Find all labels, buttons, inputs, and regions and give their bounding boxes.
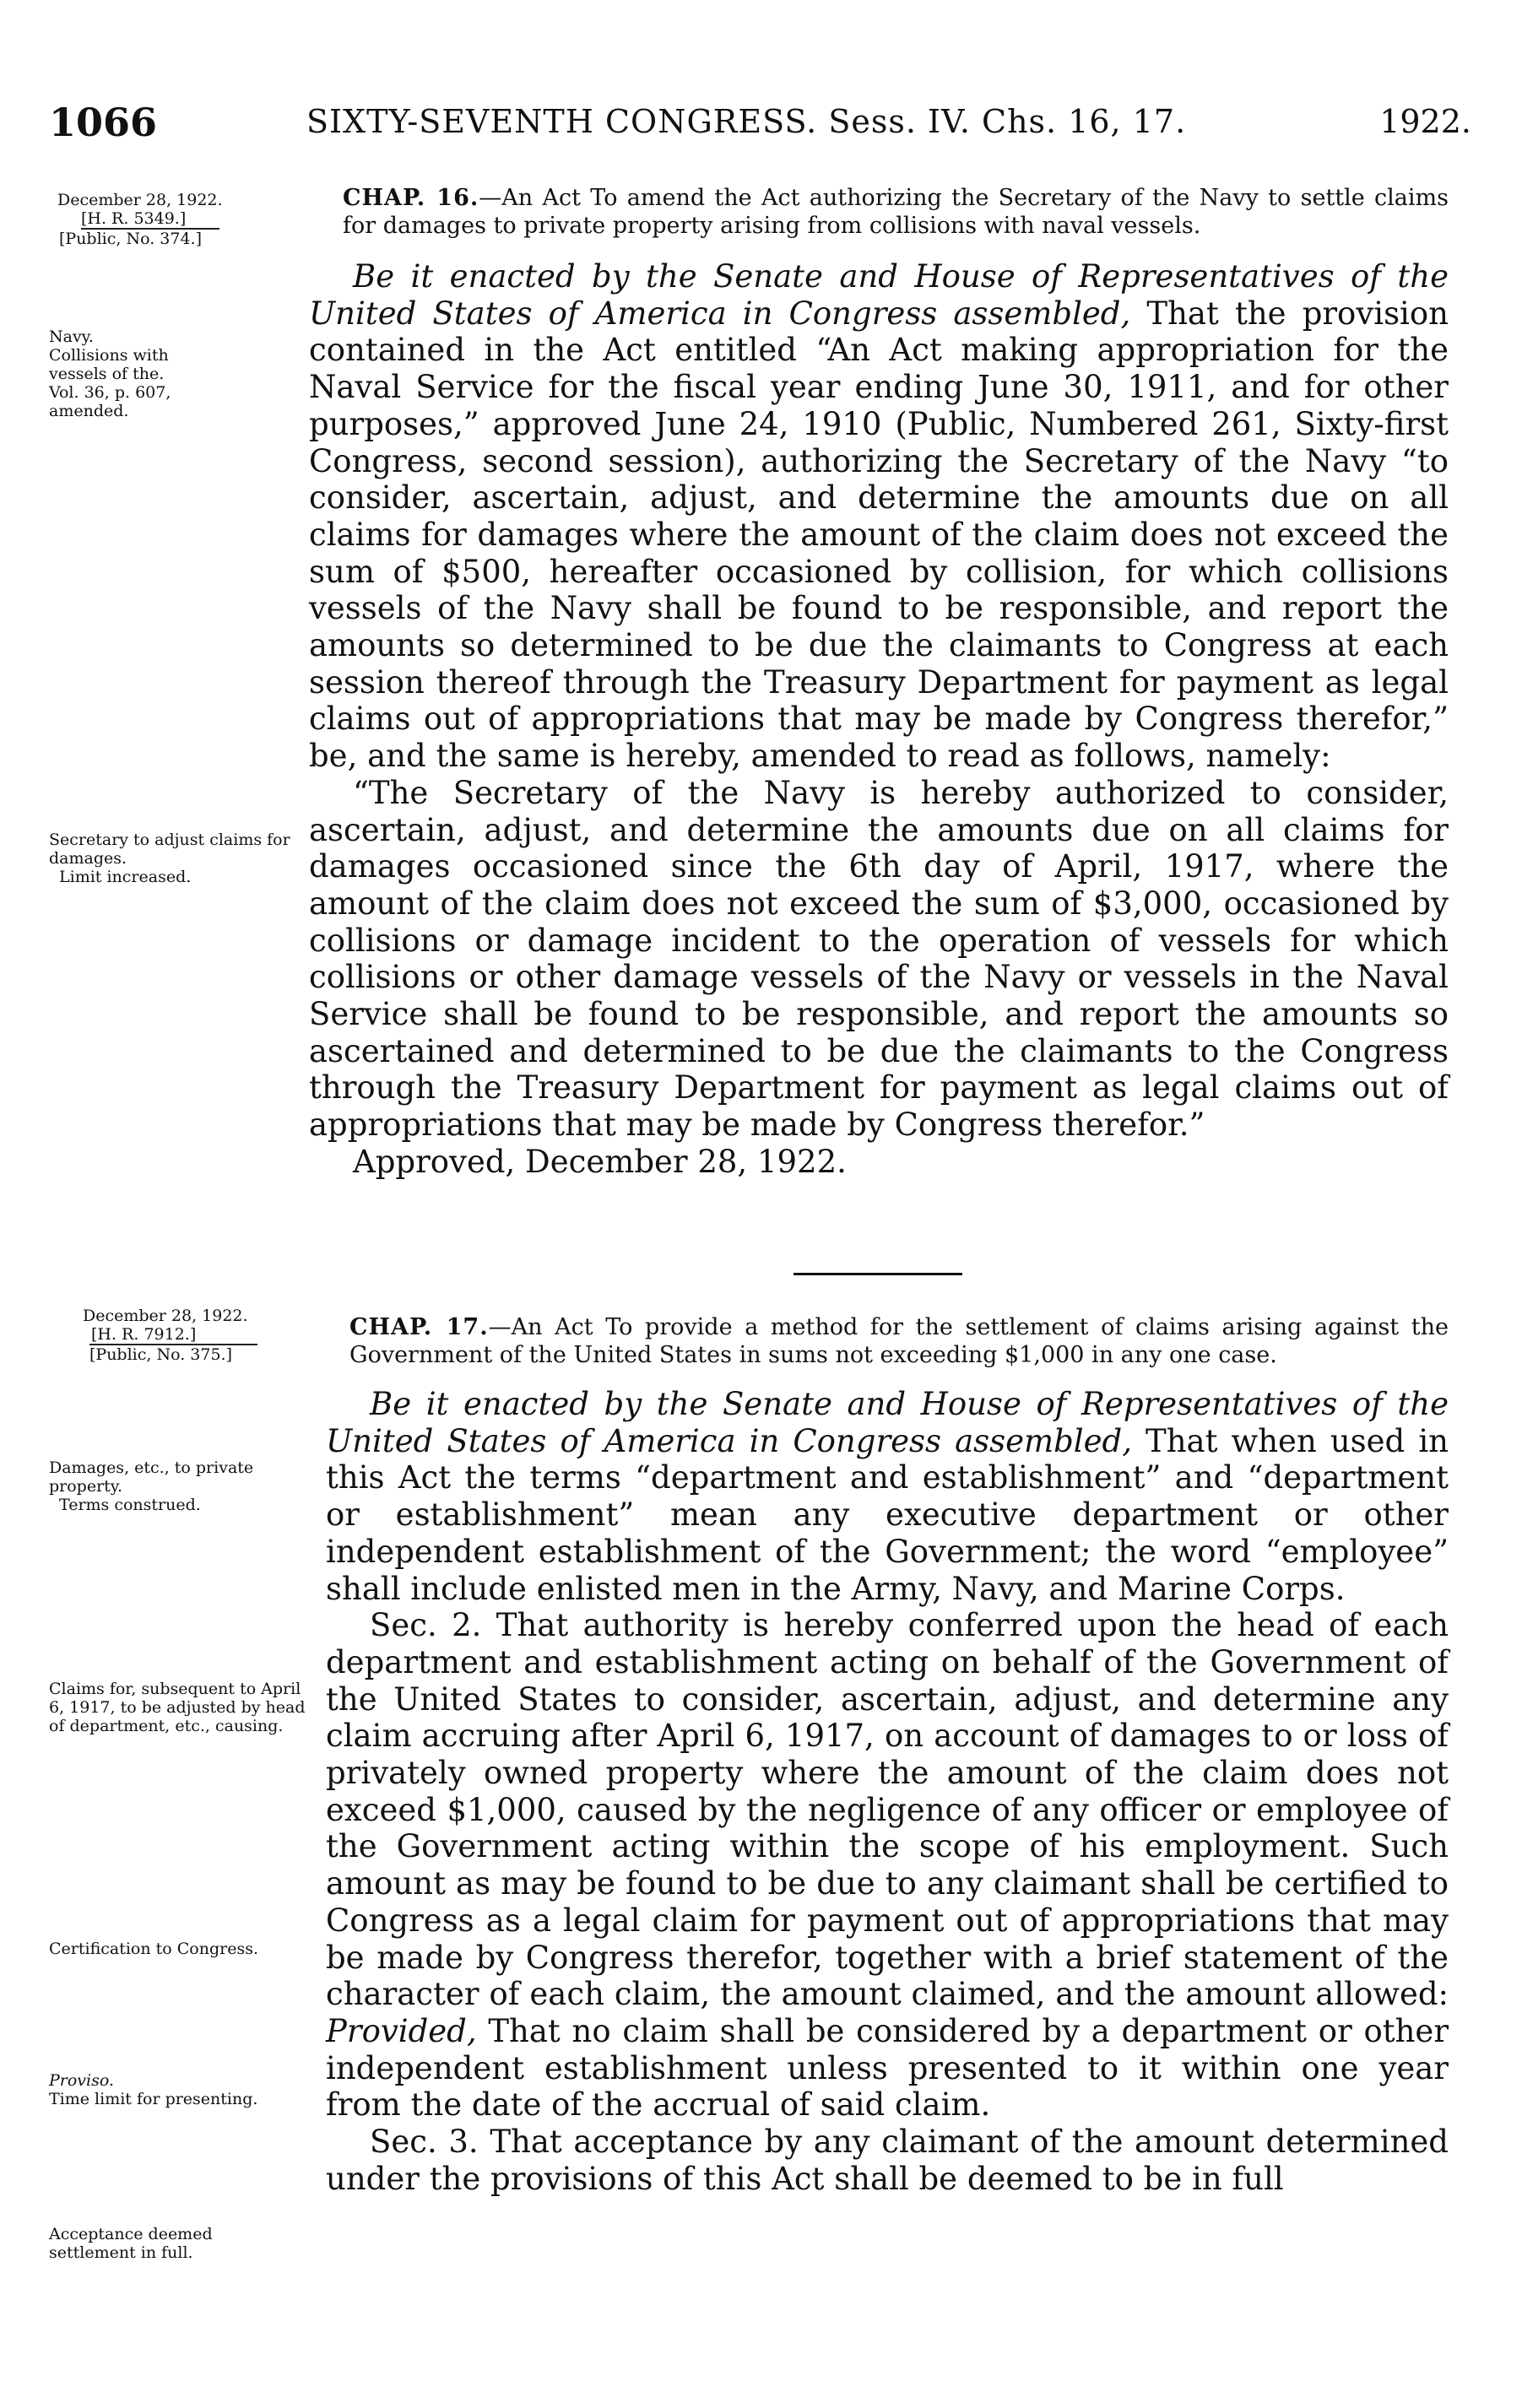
chap17-date: December 28, 1922. [83, 1307, 248, 1325]
sidenote-vol36: Vol. 36, p. 607, amended. [49, 383, 171, 420]
chap17-sec3: Sec. 3. That acceptance by any claimant of the amount determined under the provisions of this Act shall be deemed to be in full [326, 2124, 1449, 2197]
sidenote-terms: Terms construed. [59, 1496, 201, 1514]
page-number: 1066 [49, 100, 158, 145]
chapter-16 [309, 184, 1449, 1181]
running-head: SIXTY-SEVENTH CONGRESS. Sess. IV. Chs. 16, 17. [306, 103, 1187, 140]
sidenote-navy-label: Navy. [49, 327, 94, 346]
sidenote-claims [49, 1680, 306, 1735]
chap16-title-block [309, 184, 1449, 240]
chapter-17 [326, 1313, 1449, 2197]
chap16-date: December 28, 1922. [57, 191, 223, 209]
chap17-title: —An Act To provide a method for the settlement of claims arising against the Government of the United States in sums not exceeding $1,000 in any one case. [349, 1314, 1449, 1368]
chap17-label: CHAP. 17. [349, 1314, 489, 1340]
chap16-bill: [H. R. 5349.] [81, 209, 219, 230]
chap16-approved: Approved, December 28, 1922. [353, 1143, 847, 1180]
chap17-sec2: Sec. 2. That authority is hereby conferred upon the head of each department and establishment acting on behalf of the Government of the United States to consider, ascertain, adjust, and determine any claim accruing after April 6, 1917, on account of damages to or loss of privately owned property where the amount of the claim does not exceed $1,000, caused by the negligence of any officer or employee of the Government acting within the scope of his employment. Such amount as may be found to be due to any claimant shall be certified to Congress as a legal claim for payment out of appropriations that may be made by Congress therefor, together with a brief statement of the character of each claim, the amount claimed, and the amount allowed: [326, 1607, 1449, 2013]
sidenote-limit: Limit increased. [59, 868, 192, 886]
sidenote-navy [49, 327, 192, 420]
chapter-divider [793, 1273, 962, 1275]
sidenote-secretary [49, 831, 294, 886]
page-header [49, 100, 1471, 150]
chap17-section-3 [326, 2124, 1449, 2197]
chap17-public: [Public, No. 375.] [89, 1344, 257, 1364]
header-year: 1922. [1379, 103, 1471, 140]
chap17-enacting-clause: Be it enacted by the Senate and House of Representatives of the United States of America in Congress assembled, [326, 1386, 1449, 1459]
chap16-margin-info [49, 191, 319, 248]
chap17-sec2-end: That no claim shall be considered by a department or other independent establishment unless presented to it within one year from the date of the accrual of said claim. [326, 2012, 1449, 2124]
sidenote-collisions: Collisions with vessels of the. [49, 346, 169, 383]
sidenote-time-limit: Time limit for presenting. [49, 2090, 258, 2108]
chap17-section-2 [326, 1607, 1449, 2124]
chap16-title: —An Act To amend the Act authorizing the Secretary of the Navy to settle claims for damages to private property arising from collisions with naval vessels. [343, 185, 1449, 239]
chap16-public: [Public, No. 374.] [59, 230, 202, 248]
sidenote-claims-label: Claims for, subsequent to April 6, 1917, to be adjusted by head of department, etc., causing. [49, 1680, 306, 1735]
chap16-amended-text [309, 775, 1449, 1144]
chap17-section-1 [326, 1386, 1449, 1607]
chap17-proviso: Provided, [326, 2012, 477, 2049]
sidenote-acceptance-label: Acceptance deemed settlement in full. [49, 2225, 213, 2262]
sidenote-secretary-label: Secretary to adjust claims for damages. [49, 831, 290, 868]
sidenote-acceptance [49, 2225, 302, 2262]
sidenote-proviso-label: Proviso. [49, 2071, 115, 2090]
chap16-para2: “The Secretary of the Navy is hereby authorized to consider, ascertain, adjust, and determine the amounts due on all claims for damages occasioned since the 6th day of April, 1917, where the amount of the claim does not exceed the sum of $3,000, occasioned by collisions or damage incident to the operation of vessels for which collisions or other damage vessels of the Navy or vessels in the Naval Service shall be found to be responsible, and report the amounts so ascertained and determined to be due the claimants to the Congress through the Treasury Department for payment as legal claims out of appropriations that may be made by Congress therefor.” [309, 774, 1449, 1144]
chap16-enacting-clause: Be it enacted by the Senate and House of Representatives of the United States of America in Congress assembled, [309, 258, 1449, 332]
chap16-section-1 [309, 258, 1449, 775]
sidenote-certification [49, 1940, 294, 1958]
sidenote-damages [49, 1458, 302, 1514]
chap17-title-block [326, 1313, 1449, 1369]
chap17-margin-info [49, 1307, 319, 1364]
sidenote-certification-label: Certification to Congress. [49, 1940, 259, 1958]
sidenote-damages-label: Damages, etc., to private property. [49, 1458, 254, 1496]
sidenote-proviso [49, 2071, 302, 2108]
chap17-para1: That when used in this Act the terms “department and establishment” and “department or establishment” mean any executive department or other independent establishment of the Government; the word “employee” shall include enlisted men in the Army, Navy, and Marine Corps. [326, 1422, 1449, 1607]
chap16-para1: That the provision contained in the Act entitled “An Act making appropriation for the Naval Service for the fiscal year ending June 30, 1911, and for other purposes,” approved June 24, 1910 (Public, Numbered 261, Sixty-first Congress, second session), authorizing the Secretary of the Navy “to consider, ascertain, adjust, and determine the amounts due on all claims for damages where the amount of the claim does not exceed the sum of $500, hereafter occasioned by collision, for which collisions vessels of the Navy shall be found to be responsible, and report the amounts so determined to be due the claimants to Congress at each session thereof through the Treasury Department for payment as legal claims out of appropriations that may be made by Congress therefor,” be, and the same is hereby, amended to read as follows, namely: [309, 295, 1449, 775]
chap17-bill: [H. R. 7912.] [91, 1325, 197, 1344]
chap16-label: CHAP. 16. [343, 185, 479, 211]
